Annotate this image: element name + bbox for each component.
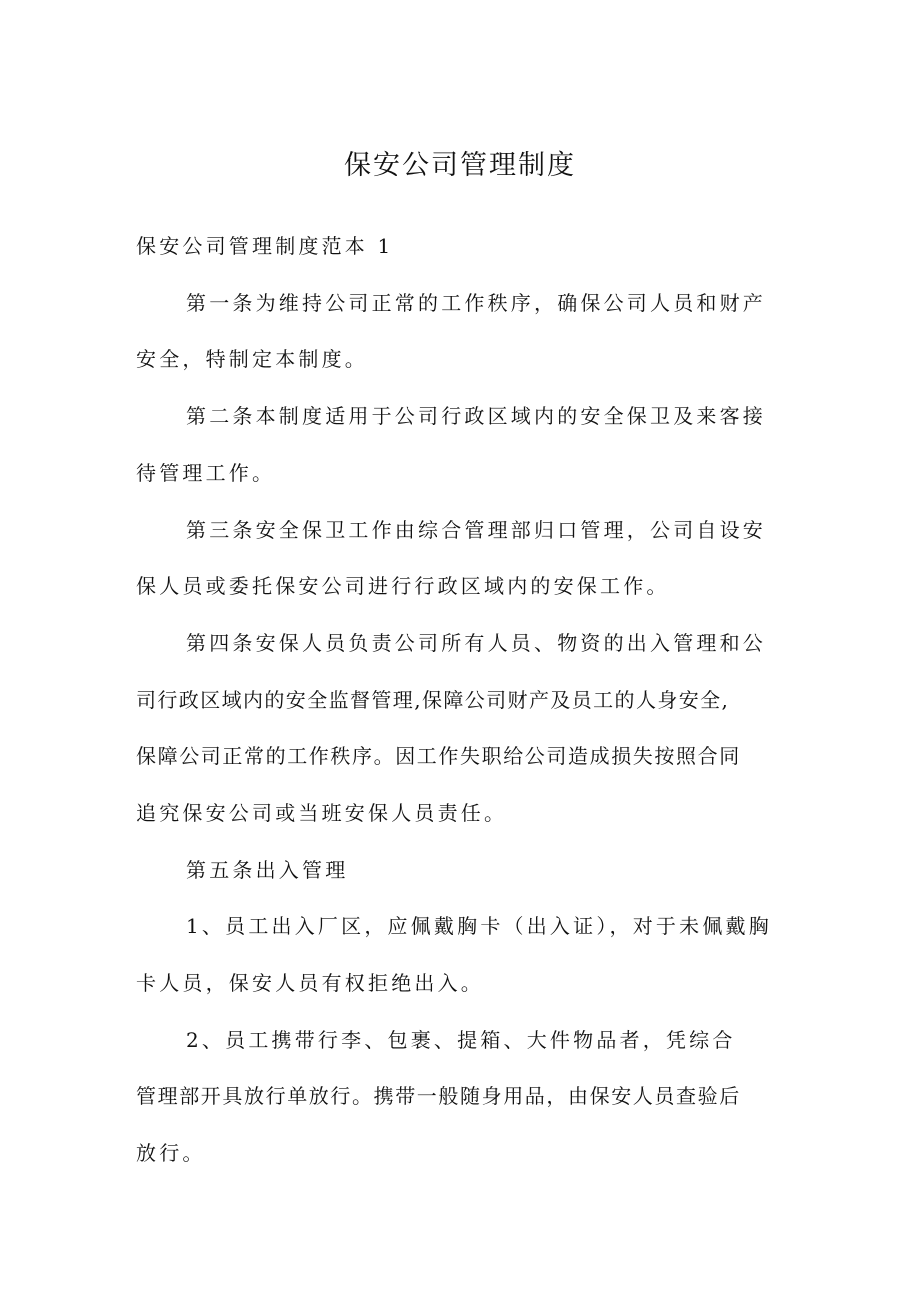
article-2-line-1: 第二条本制度适用于公司行政区域内的安全保卫及来客接 — [186, 404, 766, 428]
article-4-line-3: 保障公司正常的工作秩序。因工作失职给公司造成损失按照合同 — [136, 744, 741, 768]
article-1-line-2: 安全，特制定本制度。 — [136, 347, 368, 371]
article-3-line-2: 保人员或委托保安公司进行行政区域内的安保工作。 — [136, 574, 670, 598]
article-2-line-2: 待管理工作。 — [136, 461, 276, 485]
article-5-heading: 第五条出入管理 — [186, 858, 349, 882]
document-subtitle: 保安公司管理制度范本 1 — [136, 234, 394, 258]
item-2-line-3: 放行。 — [136, 1141, 206, 1165]
item-2-line-1: 2、员工携带行李、包裹、提箱、大件物品者，凭综合 — [186, 1028, 736, 1052]
item-2-line-2: 管理部开具放行单放行。携带一般随身用品，由保安人员查验后 — [136, 1084, 741, 1108]
item-1-line-2: 卡人员，保安人员有权拒绝出入。 — [136, 971, 484, 995]
article-4-line-1: 第四条安保人员负责公司所有人员、物资的出入管理和公 — [186, 631, 766, 655]
article-3-line-1: 第三条安全保卫工作由综合管理部归口管理，公司自设安 — [186, 518, 766, 542]
item-1-line-1: 1、员工出入厂区，应佩戴胸卡（出入证），对于未佩戴胸 — [186, 914, 772, 938]
article-4-line-4: 追究保安公司或当班安保人员责任。 — [136, 801, 508, 825]
article-1-line-1: 第一条为维持公司正常的工作秩序，确保公司人员和财产 — [186, 291, 766, 315]
document-title: 保安公司管理制度 — [344, 150, 576, 181]
article-4-line-2: 司行政区域内的安全监督管理,保障公司财产及员工的人身安全, — [136, 688, 730, 712]
